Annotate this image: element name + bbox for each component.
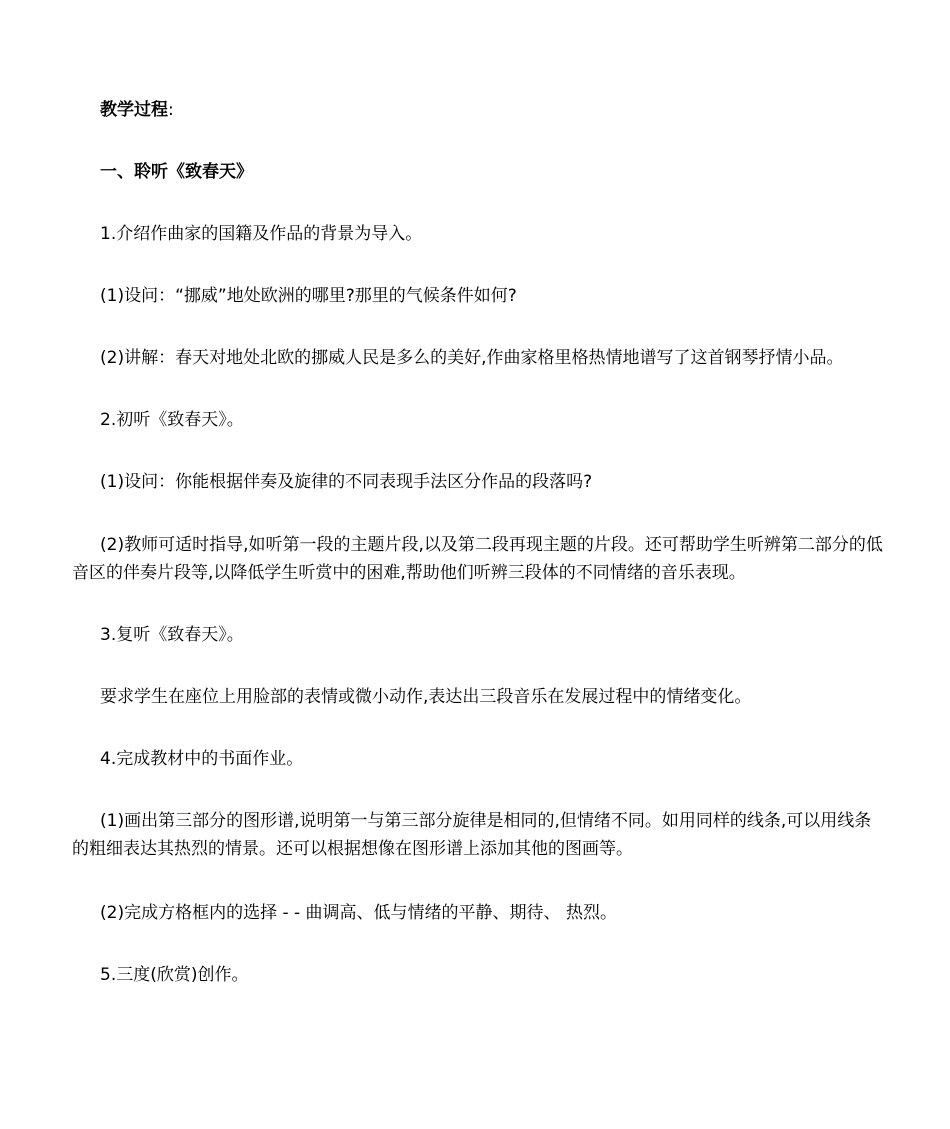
paragraph: 3.复听《致春天》。	[100, 625, 244, 645]
heading-teaching-process	[72, 96, 884, 124]
paragraph: (1)画出第三部分的图形谱,说明第一与第三部分旋律是相同的,但情绪不同。如用同样的线条,可以用线条的粗细表达其热烈的情景。还可以根据想像在图形谱上添加其他的图画等。	[72, 811, 872, 859]
paragraph: (2)讲解：春天对地处北欧的挪威人民是多么的美好,作曲家格里格热情地谱写了这首钢琴抒情小品。	[100, 348, 844, 368]
heading-teaching-process-bold: 教学过程	[100, 100, 168, 120]
paragraph: 5.三度(欣赏)创作。	[100, 965, 249, 985]
paragraph: 要求学生在座位上用脸部的表情或微小动作,表达出三段音乐在发展过程中的情绪变化。	[100, 687, 752, 707]
paragraph: 1.介绍作曲家的国籍及作品的背景为导入。	[100, 224, 423, 244]
paragraph: (1)设问：你能根据伴奏及旋律的不同表现手法区分作品的段落吗?	[100, 472, 593, 492]
paragraph: (2)完成方格框内的选择 - - 曲调高、低与情绪的平静、期待、 热烈。	[100, 903, 617, 923]
heading-teaching-process-colon: :	[168, 100, 174, 120]
paragraph: (2)教师可适时指导,如听第一段的主题片段,以及第二段再现主题的片段。还可帮助学生听辨第二部分的低音区的伴奏片段等,以降低学生听赏中的困难,帮助他们听辨三段体的不同情绪的音乐表现。	[72, 535, 883, 583]
paragraph: 4.完成教材中的书面作业。	[100, 749, 304, 769]
paragraph: 2.初听《致春天》。	[100, 410, 244, 430]
paragraph: (1)设问：“挪威”地处欧洲的哪里?那里的气候条件如何?	[100, 286, 517, 306]
section-1-title: 一、聆听《致春天》	[100, 162, 253, 182]
